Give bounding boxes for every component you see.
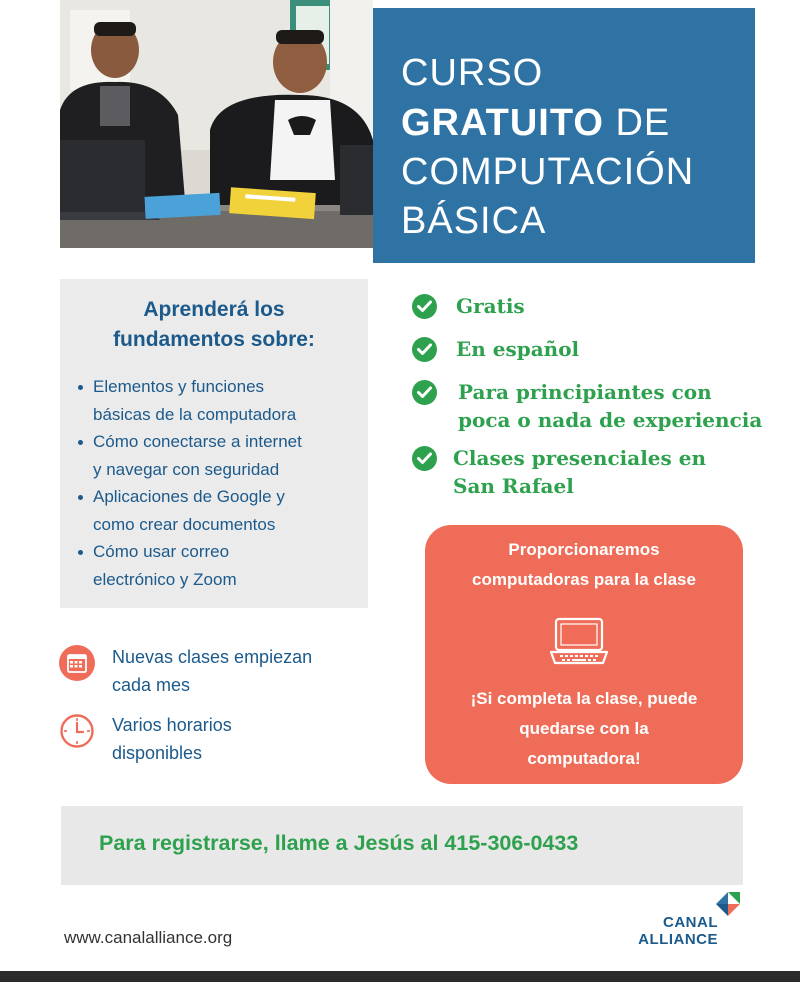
offer-line: computadoras para la clase xyxy=(472,570,696,589)
feature-text xyxy=(453,444,706,500)
feature-text xyxy=(456,292,525,320)
topic-item xyxy=(76,428,366,483)
logo-text-line-1: CANAL xyxy=(663,914,718,931)
logo-mark-icon xyxy=(715,891,741,917)
computer-offer-box xyxy=(425,525,743,784)
title-line-2 xyxy=(401,104,670,142)
registration-text: Para registrarse, llame a Jesús al 415-306-0433 xyxy=(99,831,579,855)
title-line-2-rest: DE xyxy=(603,102,671,144)
topic-line: como crear documentos xyxy=(93,514,276,534)
computer-offer-note xyxy=(425,684,743,774)
info-line: disponibles xyxy=(112,743,203,763)
canal-alliance-logo xyxy=(628,891,743,951)
topic-line: Cómo usar correo xyxy=(93,542,230,561)
feature-line: Para principiantes con xyxy=(458,380,712,404)
title-line-3: COMPUTACIÓN xyxy=(401,151,695,193)
topic-item xyxy=(76,538,366,593)
info-line: Nuevas clases empiezan xyxy=(112,647,313,667)
learning-topics-box xyxy=(60,279,368,608)
topic-item xyxy=(76,373,366,428)
topic-item xyxy=(76,483,366,538)
topics-list xyxy=(76,373,366,593)
clock-icon xyxy=(59,713,95,749)
new-classes-text xyxy=(112,643,312,699)
topic-line: básicas de la computadora xyxy=(93,404,297,424)
website-url[interactable]: www.canalalliance.org xyxy=(64,928,233,947)
title-free-word: GRATUITO xyxy=(401,102,604,144)
feature-line: San Rafael xyxy=(453,474,574,498)
learning-heading xyxy=(60,295,368,355)
offer-line: ¡Si completa la clase, puede xyxy=(470,689,698,708)
topic-line: Aplicaciones de Google y xyxy=(93,487,285,506)
bottom-edge-band xyxy=(0,971,800,982)
info-line: Varios horarios xyxy=(112,715,232,735)
registration-bar xyxy=(61,806,743,885)
check-icon xyxy=(412,294,437,319)
calendar-icon xyxy=(59,645,95,681)
schedules-text xyxy=(112,711,232,767)
course-title-box xyxy=(373,8,755,263)
offer-line: computadora! xyxy=(527,749,641,768)
feature-text xyxy=(456,335,579,363)
topic-line: Elementos y funciones xyxy=(93,377,265,396)
offer-line: Proporcionaremos xyxy=(508,540,660,559)
computer-offer-heading xyxy=(425,535,743,595)
topic-line: y navegar con seguridad xyxy=(93,459,280,479)
check-icon xyxy=(412,380,437,405)
laptop-icon xyxy=(549,617,609,667)
feature-line: Clases presenciales en xyxy=(453,446,706,470)
check-icon xyxy=(412,337,437,362)
check-icon xyxy=(412,446,437,471)
info-line: cada mes xyxy=(112,675,191,695)
feature-line: En español xyxy=(456,337,580,361)
feature-line: Gratis xyxy=(456,294,525,318)
learning-heading-line-1: Aprenderá los xyxy=(143,298,285,321)
title-line-1: CURSO xyxy=(401,52,544,94)
learning-heading-line-2: fundamentos sobre: xyxy=(113,328,315,351)
title-line-4: BÁSICA xyxy=(401,200,547,242)
logo-text-line-2: ALLIANCE xyxy=(638,931,718,948)
topic-line: Cómo conectarse a internet xyxy=(93,432,302,451)
feature-text xyxy=(458,378,762,434)
students-photo xyxy=(60,0,373,248)
feature-line: poca o nada de experiencia xyxy=(458,408,763,432)
offer-line: quedarse con la xyxy=(519,719,649,738)
topic-line: electrónico y Zoom xyxy=(93,569,237,589)
